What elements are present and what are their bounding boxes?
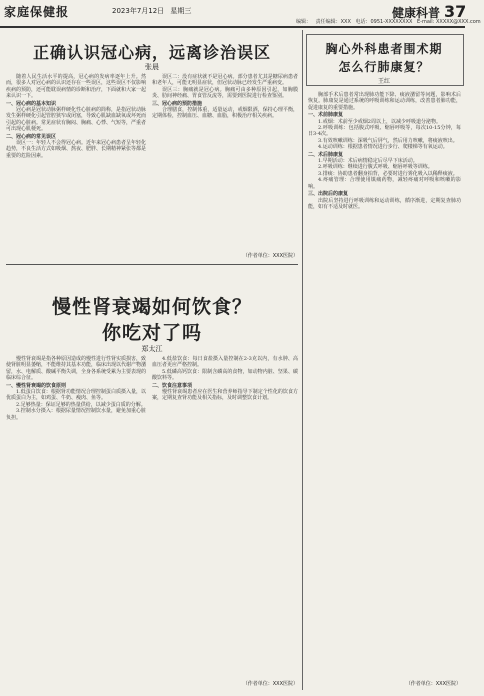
section-name: 健康科普: [392, 6, 441, 20]
article3-body: [308, 92, 461, 674]
article1-signature: （作者单位：XXX医院）: [242, 253, 298, 259]
article2-subhead: 二、饮食注意事项: [152, 382, 193, 389]
article1-body-col1: [6, 74, 146, 246]
article3-signature: （作者单位：XXX医院）: [405, 681, 461, 687]
article3-para: 1.早期活动：术后病情稳定后尽早下床活动。: [318, 158, 418, 165]
masthead: 家庭保健报: [4, 5, 70, 19]
editor-label: 编辑：: [296, 19, 312, 25]
article3-para: 2.呼吸训练：包括腹式呼吸、缩唇呼吸等，每次10-15分钟，每日3-4次。: [308, 125, 461, 138]
article3-para: 1.戒烟：术前至少戒烟2周以上，以减少呼吸道分泌物。: [318, 118, 441, 125]
article2-signature: （作者单位：XXX医院）: [242, 681, 298, 687]
article3-subhead: 一、术前肺康复: [308, 112, 344, 119]
article3-title-line1: 胸心外科患者围术期: [325, 42, 443, 56]
article1-para: 合理膳食，控制体重，适量运动，戒烟限酒，保持心理平衡，定期体检，控制血压、血糖、血脂，积极治疗相关疾病。: [152, 107, 298, 120]
article2-title-line2: 你吃对了吗: [101, 322, 202, 344]
article1-subhead: 三、冠心病的预防措施: [152, 100, 203, 107]
article3-byline: 王红: [377, 78, 390, 85]
editor-email: E-mail: XXXXX@XXX.com: [417, 19, 481, 25]
article2-para: 2.足够热量：保证足够的热量供给，以减少蛋白质的分解。: [16, 401, 146, 408]
article1-para: 冠心病是冠状动脉粥样硬化性心脏病的简称，是指冠状动脉发生粥样硬化引起管腔狭窄或闭塞，导致心肌缺血缺氧或坏死而引起的心脏病。常见症状有胸闷、胸痛、心悸、气短等，严重者可出现心肌梗死。: [6, 107, 147, 133]
article3-title-line2: 怎么行肺康复？: [338, 60, 430, 74]
article2-para: 1.低蛋白饮食：根据肾功能情况合理控制蛋白质摄入量，以优质蛋白为主，如鸡蛋、牛奶、瘦肉、鱼等。: [6, 389, 146, 402]
article3-para: 4.运动训练：根据患者情况进行步行、爬楼梯等有氧运动。: [318, 144, 448, 151]
article3-para: 出院后坚持进行呼吸训练和运动训练，循序渐进，定期复查肺功能，如有不适及时就医。: [308, 197, 461, 210]
issue-weekday: 星期三: [170, 7, 192, 15]
article3-subhead: 三、出院后的康复: [308, 191, 349, 198]
column-divider: [302, 30, 303, 690]
article2-subhead: 一、慢性肾衰竭的饮食原则: [6, 382, 67, 389]
article3-para: 3.排痰：协助患者翻身拍背，必要时进行雾化吸入以稀释痰液。: [318, 170, 458, 177]
page-header: [0, 0, 481, 28]
article2-para: 慢性肾衰竭是指各种原因造成的慢性进行性肾实质损害，致使肾脏明显萎缩，不能维持其基本功能，临床出现以代谢产物潴留，水、电解质、酸碱平衡失调，全身各系统受累为主要表现的临床综合征。: [6, 356, 147, 382]
article-separator: [6, 264, 298, 265]
article1-para: 误区二：没有症状就不是冠心病。部分患者尤其是糖尿病患者和老年人，可能无明显症状，但冠状动脉已经发生严重病变。: [152, 74, 298, 87]
article1-title: 正确认识冠心病，远离诊治误区: [32, 43, 271, 62]
article2-body-col1: [6, 356, 146, 686]
article3-para: 胸部手术后患者常出现肺功能下降、痰液潴留等问题，影响术后恢复。肺康复是通过系统的呼吸训练和运动训练，改善患者肺功能，促进康复的重要措施。: [308, 92, 461, 111]
editor-phone: 电话：0951-XXXXXXXX: [355, 19, 413, 25]
article3-para: 3.有效咳嗽训练：深吸气后屏气，然后用力咳嗽，将痰液咳出。: [318, 137, 458, 144]
article3-subhead: 二、术后肺康复: [308, 151, 344, 158]
issue-date: [112, 6, 195, 16]
editor-info: [296, 18, 484, 25]
article2-body-col2: [152, 356, 298, 674]
article2-para: 4.低盐饮食：每日食盐摄入量控制在2-3克以内，有水肿、高血压者更应严格控制。: [152, 356, 298, 369]
article1-para: 随着人民生活水平的提高，冠心病的发病率逐年上升。然而，很多人对冠心病的认识还存在一些误区，这些误区不仅影响疾病的预防，还可能耽误病情的诊断和治疗，下面就和大家一起来认识一下。: [6, 74, 147, 100]
article1-subhead: 一、冠心病的基本知识: [6, 100, 57, 107]
article1-para: 误区一：年轻人不会得冠心病。近年来冠心病患者呈年轻化趋势，不良生活方式如吸烟、熬夜、肥胖、长期精神紧张等都是重要的危险因素。: [6, 140, 147, 159]
article2-para: 3.控制水分摄入：根据尿量情况控制饮水量，避免加重心脏负担。: [6, 408, 146, 421]
issue-date-text: 2023年7月12日: [112, 7, 165, 15]
editor-name: 责任编辑：XXX: [315, 19, 351, 25]
article2-para: 5.低磷高钙饮食：限制含磷高的食物，如动物内脏、坚果、碳酸饮料等。: [152, 368, 298, 382]
article2-byline: 郑太江: [141, 345, 163, 353]
article1-byline: 张晨: [145, 63, 159, 71]
article1-subhead: 二、冠心病的常见误区: [6, 133, 57, 140]
article3-para: 4.疼痛管理：合理使用镇痛药物，减轻疼痛对呼吸和咳嗽的影响。: [308, 177, 461, 190]
article2-title-line1: 慢性肾衰竭如何饮食？: [51, 296, 252, 318]
article1-body-col2: [152, 74, 298, 246]
article2-para: 慢性肾衰竭患者应在医生和营养师指导下制定个性化的饮食方案，定期复查肾功能及相关指标，及时调整饮食计划。: [152, 389, 298, 402]
page-number: 37: [444, 2, 467, 21]
article1-para: 误区三：胸痛就是冠心病。胸痛可由多种原因引起，如胸膜炎、肋间神经痛、胃食管反流等，需要到医院进行检查鉴别。: [152, 86, 298, 100]
article3-para: 2.呼吸训练：继续进行腹式呼吸、缩唇呼吸等训练。: [318, 164, 433, 171]
